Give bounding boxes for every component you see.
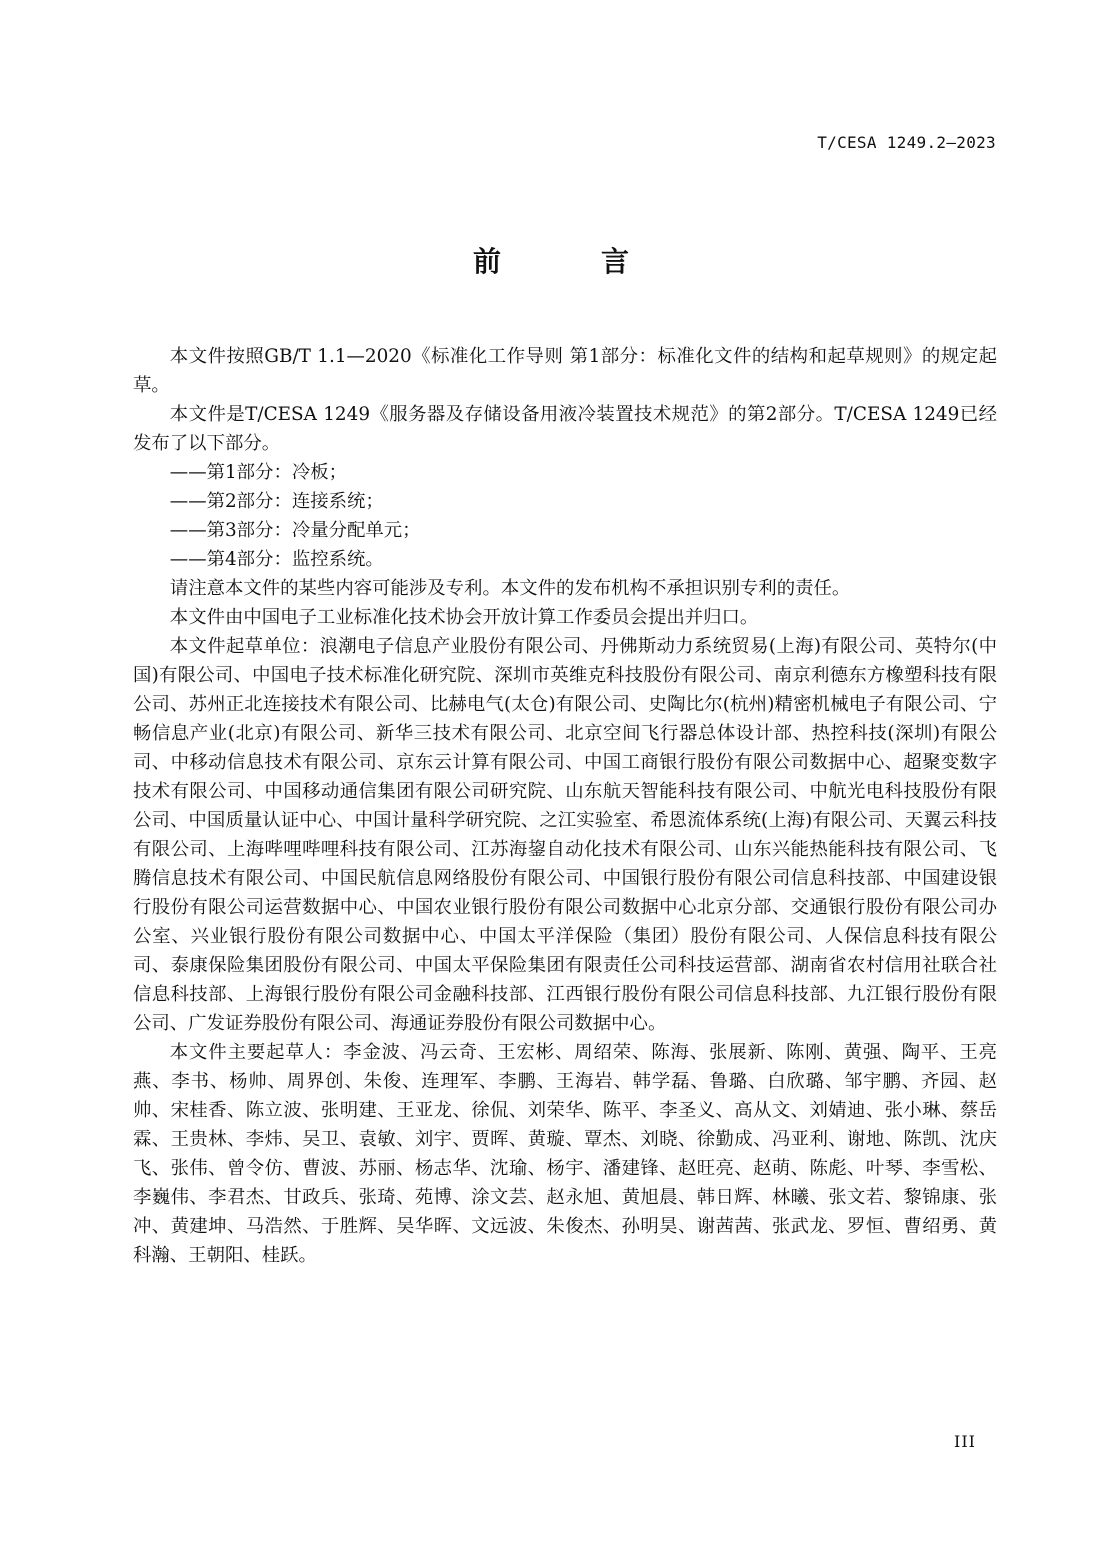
part-list-item: ——第2部分：连接系统；: [169, 491, 384, 512]
paragraph-drafters: 本文件主要起草人：李金波、冯云奇、王宏彬、周绍荣、陈海、张展新、陈刚、黄强、陶平、王亮燕、李书、杨帅、周界创、朱俊、连理军、李鹏、王海岩、韩学磊、鲁璐、白欣璐、邹宇鹏、齐园、赵帅、宋桂香、陈立波、张明建、王亚龙、徐侃、刘荣华、陈平、李圣义、高从文、刘婧迪、张小琳、蔡岳霖、王贵林、李炜、吴卫、袁敏、刘宇、贾晖、黄璇、覃杰、刘晓、徐勤成、冯亚利、谢地、陈凯、沈庆飞、张伟、曾令仿、曹波、苏丽、杨志华、沈瑜、杨宇、潘建锋、赵旺亮、赵萌、陈彪、叶琴、李雪松、李巍伟、李君杰、甘政兵、张琦、苑博、涂文芸、赵永旭、黄旭晨、韩日辉、林曦、张文若、黎锦康、张冲、黄建坤、马浩然、于胜辉、吴华晖、文远波、朱俊杰、孙明昊、谢茜茜、张武龙、罗恒、曹绍勇、黄科瀚、王朝阳、桂跃。: [133, 1042, 997, 1266]
document-id: T/CESA 1249.2—2023: [817, 133, 996, 152]
foreword-body: [133, 342, 997, 1270]
part-list-item: ——第4部分：监控系统。: [169, 549, 384, 570]
paragraph-patent-notice: 请注意本文件的某些内容可能涉及专利。本文件的发布机构不承担识别专利的责任。: [169, 578, 851, 599]
paragraph-proposer: 本文件由中国电子工业标准化技术协会开放计算工作委员会提出并归口。: [169, 607, 759, 628]
page-number: III: [954, 1432, 976, 1451]
paragraph-series: 本文件是T/CESA 1249《服务器及存储设备用液冷装置技术规范》的第2部分。T/CESA 1249已经发布了以下部分。: [133, 404, 997, 454]
paragraph-drafting-organizations: 本文件起草单位：浪潮电子信息产业股份有限公司、丹佛斯动力系统贸易(上海)有限公司、英特尔(中国)有限公司、中国电子技术标准化研究院、深圳市英维克科技股份有限公司、南京利德东方橡塑科技有限公司、苏州正北连接技术有限公司、比赫电气(太仓)有限公司、史陶比尔(杭州)精密机械电子有限公司、宁畅信息产业(北京)有限公司、新华三技术有限公司、北京空间飞行器总体设计部、热控科技(深圳)有限公司、中移动信息技术有限公司、京东云计算有限公司、中国工商银行股份有限公司数据中心、超聚变数字技术有限公司、中国移动通信集团有限公司研究院、山东航天智能科技有限公司、中航光电科技股份有限公司、中国质量认证中心、中国计量科学研究院、之江实验室、希恩流体系统(上海)有限公司、天翼云科技有限公司、上海哔哩哔哩科技有限公司、江苏海鋆自动化技术有限公司、山东兴能热能科技有限公司、飞腾信息技术有限公司、中国民航信息网络股份有限公司、中国银行股份有限公司信息科技部、中国建设银行股份有限公司运营数据中心、中国农业银行股份有限公司数据中心北京分部、交通银行股份有限公司办公室、兴业银行股份有限公司数据中心、中国太平洋保险（集团）股份有限公司、人保信息科技有限公司、泰康保险集团股份有限公司、中国太平保险集团有限责任公司科技运营部、湖南省农村信用社联合社信息科技部、上海银行股份有限公司金融科技部、江西银行股份有限公司信息科技部、九江银行股份有限公司、广发证券股份有限公司、海通证券股份有限公司数据中心。: [133, 636, 997, 1034]
part-list-item: ——第3部分：冷量分配单元；: [169, 520, 421, 541]
page-title: 前 言: [472, 245, 665, 278]
paragraph-basis: 本文件按照GB/T 1.1—2020《标准化工作导则 第1部分：标准化文件的结构和起草规则》的规定起草。: [133, 346, 997, 396]
part-list-item: ——第1部分：冷板；: [169, 462, 348, 483]
